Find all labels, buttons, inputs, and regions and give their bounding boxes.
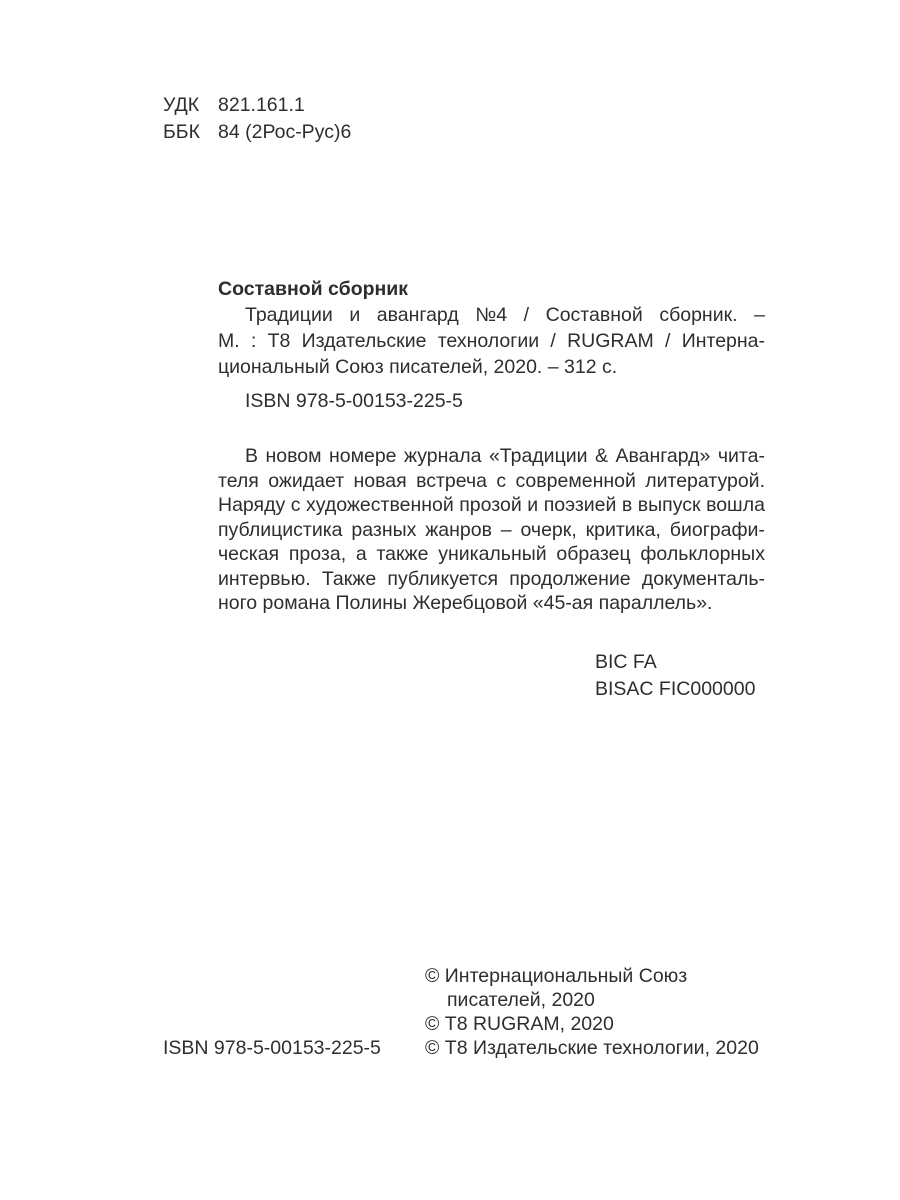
trade-codes (595, 649, 765, 703)
copyright-block (425, 964, 759, 1060)
bic-code: BIC FA (595, 650, 657, 673)
bibliographic-block (218, 276, 765, 703)
annotation-line: теля ожидает новая встреча с современной литературой. (218, 469, 765, 492)
bbk-value: 84 (2Рос-Рус)6 (218, 121, 352, 143)
udk-value: 821.161.1 (218, 94, 305, 116)
copyright-line: © Интернациональный Союз (425, 965, 688, 987)
bbk-label: ББК (163, 121, 200, 143)
copyright-line: © Т8 RUGRAM, 2020 (425, 1013, 614, 1035)
isbn-line: ISBN 978-5-00153-225-5 (245, 390, 463, 412)
annotation-line: Наряду с художественной прозой и поэзией в выпуск вошла (218, 494, 765, 516)
bisac-code: BISAC FIC000000 (595, 677, 756, 700)
footer-isbn: ISBN 978-5-00153-225-5 (163, 1037, 381, 1059)
annotation-line: интервью. Также публикуется продолжение документаль- (218, 567, 765, 590)
annotation-line: ного романа Полины Жеребцовой «45-ая параллель». (218, 592, 713, 614)
bib-record-line: циональный Союз писателей, 2020. – 312 с. (218, 356, 618, 378)
bbk-row (163, 119, 351, 146)
copyright-line: писателей, 2020 (447, 989, 595, 1011)
udk-label: УДК (163, 94, 200, 116)
annotation-line: публицистика разных жанров – очерк, критика, биографи- (218, 518, 765, 541)
annotation (218, 444, 765, 616)
book-title: Составной сборник (218, 278, 409, 300)
classification-codes (163, 92, 351, 146)
copyright-line: © Т8 Издательские технологии, 2020 (425, 1037, 759, 1059)
annotation-line: ческая проза, а также уникальный образец фольклорных (218, 543, 765, 565)
bib-record-line: М. : Т8 Издательские технологии / RUGRAM / Интерна- (218, 330, 765, 352)
annotation-line: В новом номере журнала «Традиции & Авангард» чита- (245, 445, 765, 467)
udk-row (163, 92, 351, 119)
bib-record-line: Традиции и авангард №4 / Составной сборник. – (245, 304, 765, 326)
